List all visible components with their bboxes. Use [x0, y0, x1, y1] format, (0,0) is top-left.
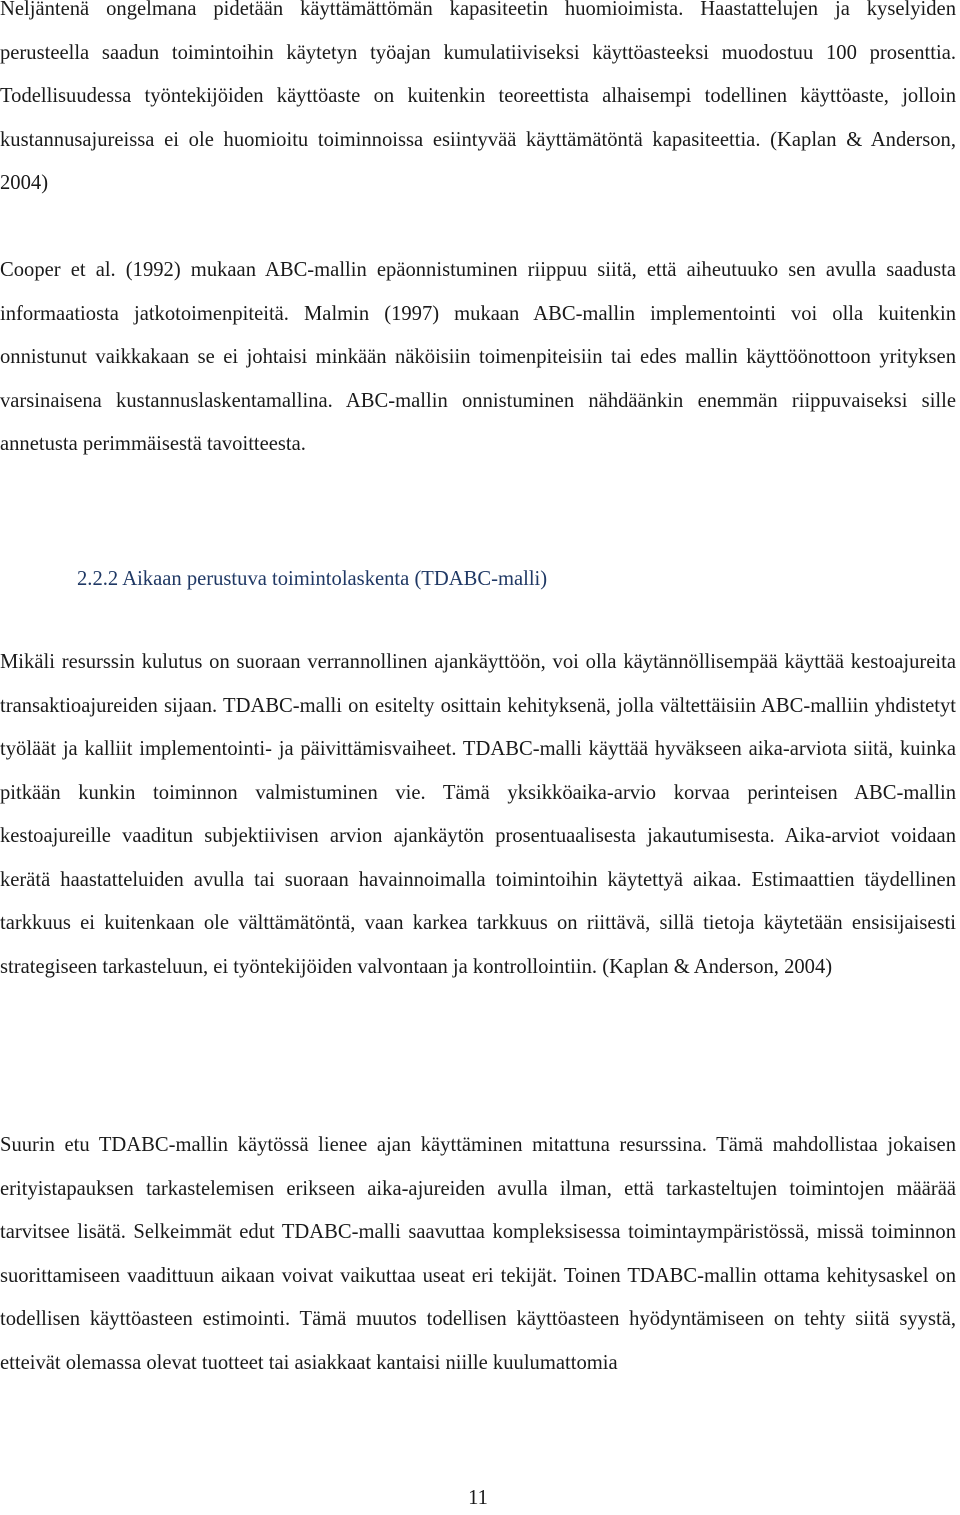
section-heading: 2.2.2 Aikaan perustuva toimintolaskenta (TDABC-malli)	[77, 568, 548, 590]
paragraph-tdabc-benefits: Suurin etu TDABC-mallin käytössä lienee ajan käyttäminen mitattuna resurssina. Tämä mahdollistaa jokaisen erityistapauksen tarkastelemisen erikseen aika-ajureiden avulla ilman, että tarkasteltujen toimintojen määrää tarvitsee lisätä. Selkeimmät edut TDABC-malli saavuttaa kompleksisessa toimintaympäristössä, missä toiminnon suorittamiseen vaadittuun aikaan voivat vaikuttaa useat eri tekijät. Toinen TDABC-mallin ottama kehitysaskel on todellisen käyttöasteen estimointi. Tämä muutos todellisen käyttöasteen hyödyntämiseen on tehty siitä syystä, etteivät olemassa olevat tuotteet tai asiakkaat kantaisi niille kuulumattomia	[0, 1134, 956, 1374]
page-number: 11	[468, 1487, 488, 1509]
paragraph-abc-failure: Cooper et al. (1992) mukaan ABC-mallin epäonnistuminen riippuu siitä, että aiheutuuko sen avulla saadusta informaatiosta jatkotoimenpiteitä. Malmin (1997) mukaan ABC-mallin implementointi voi olla kuitenkin onnistunut vaikkakaan se ei johtaisi minkään näköisiin toimenpiteisiin tai edes mallin käyttöönottoon yrityksen varsinaisena kustannuslaskentamallina. ABC-mallin onnistuminen nähdäänkin enemmän riippuvaiseksi sille annetusta perimmäisestä tavoitteesta.	[0, 259, 956, 455]
paragraph-unused-capacity: Neljäntenä ongelmana pidetään käyttämättömän kapasiteetin huomioimista. Haastattelujen ja kyselyiden perusteella saadun toimintoihin käytetyn työajan kumulatiiviseksi käyttöasteeksi muodostuu 100 prosenttia. Todellisuudessa työntekijöiden käyttöaste on kuitenkin teoreettista alhaisempi todellinen käyttöaste, jolloin kustannusajureissa ei ole huomioitu toiminnoissa esiintyvää käyttämätöntä kapasiteettia. (Kaplan & Anderson, 2004)	[0, 0, 956, 194]
paragraph-tdabc-intro: Mikäli resurssin kulutus on suoraan verrannollinen ajankäyttöön, voi olla käytännöllisempää käyttää kestoajureita transaktioajureiden sijaan. TDABC-malli on esitelty osittain kehityksenä, jolla vältettäisiin ABC-malliin yhdistetyt työläät ja kalliit implementointi- ja päivittämisvaiheet. TDABC-malli käyttää hyväkseen aika-arviota siitä, kuinka pitkään kunkin toiminnon valmistuminen vie. Tämä yksikköaika-arvio korvaa perinteisen ABC-mallin kestoajureille vaaditun subjektiivisen arvion ajankäytön prosentuaalisesta jakautumisesta. Aika-arviot voidaan kerätä haastatteluiden avulla tai suoraan havainnoimalla toimintoihin käytettyä aikaa. Estimaattien täydellinen tarkkuus ei kuitenkaan ole välttämätöntä, vaan karkea tarkkuus on riittävä, sillä tietoja käytetään ensisijaisesti strategiseen tarkasteluun, ei työntekijöiden valvontaan ja kontrollointiin. (Kaplan & Anderson, 2004)	[0, 651, 956, 978]
